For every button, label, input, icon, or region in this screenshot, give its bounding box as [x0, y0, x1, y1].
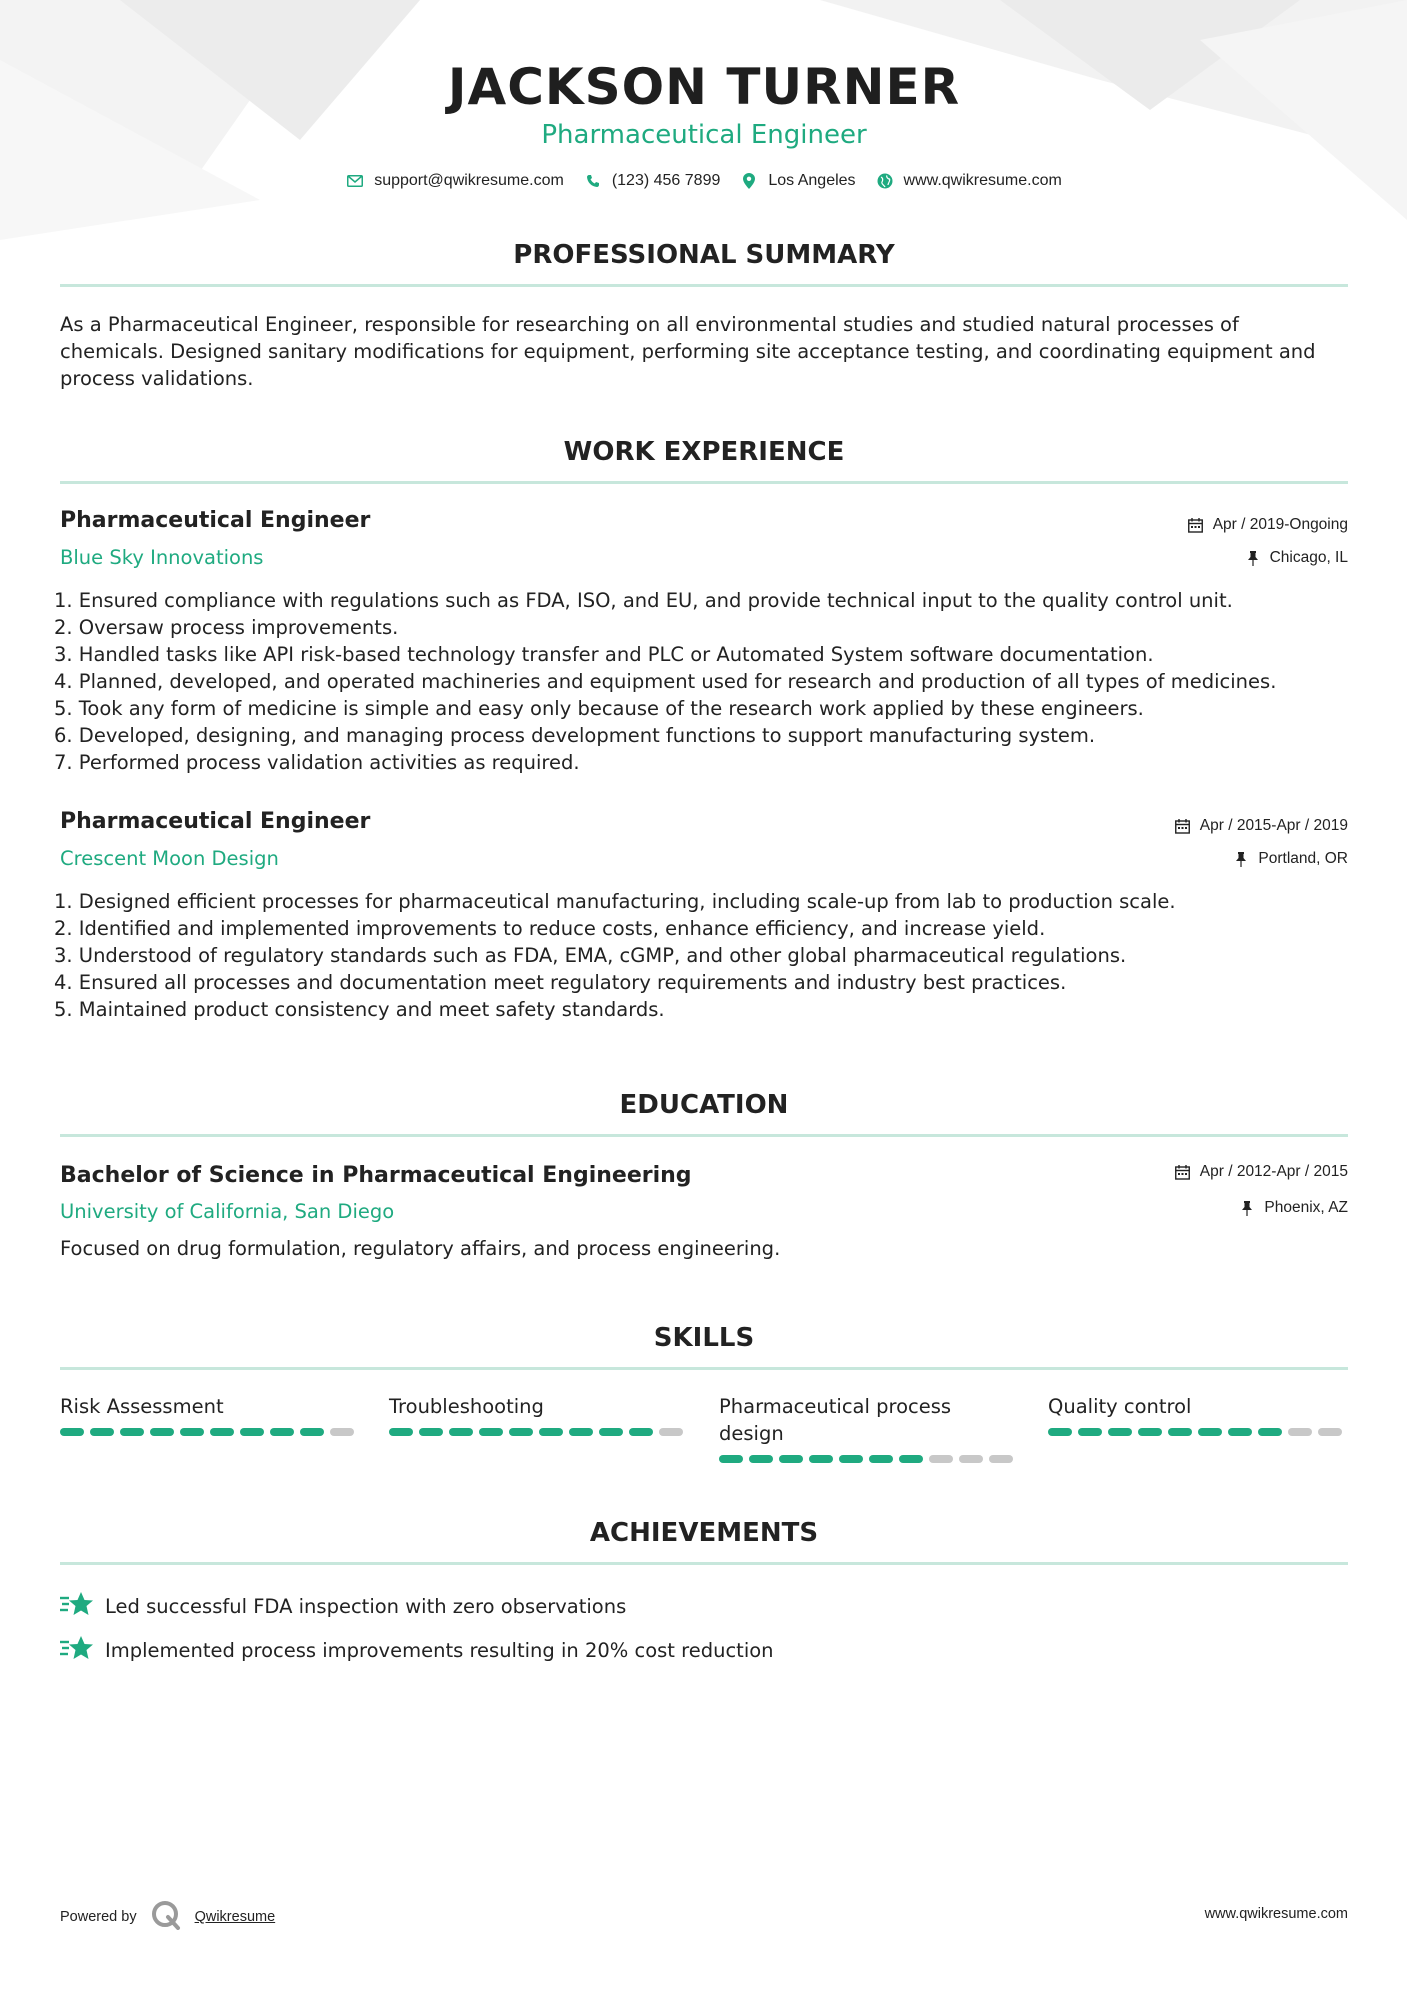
- skill-name: Pharmaceutical process design: [719, 1395, 952, 1445]
- job-title: Pharmaceutical Engineer: [60, 508, 371, 533]
- education-dates: [1174, 1163, 1348, 1181]
- email-text: support@qwikresume.com: [374, 172, 564, 189]
- pushpin-icon: [1238, 1199, 1256, 1217]
- list-item: 1. Designed efficient processes for pharmaceutical manufacturing, including scale-up from lab to production scale.: [54, 890, 1176, 913]
- skill-segment-filled: [1168, 1428, 1192, 1436]
- skill-segment-filled: [300, 1428, 324, 1436]
- summary-text: As a Pharmaceutical Engineer, responsible for researching on all environmental studies and studied natural processes of chemicals. Designed sanitary modifications for equipment, performing site acceptance testing, and coordinating equipment and process validations.: [60, 313, 1316, 390]
- qwikresume-link[interactable]: Qwikresume: [194, 1909, 276, 1925]
- candidate-name: JACKSON TURNER: [447, 58, 961, 116]
- achievements-divider: [60, 1562, 1348, 1565]
- skill-segment-filled: [419, 1428, 443, 1436]
- skill-segment-filled: [719, 1455, 743, 1463]
- contact-phone[interactable]: [584, 172, 721, 190]
- achievements-heading: ACHIEVEMENTS: [589, 1518, 819, 1548]
- summary-divider: [60, 284, 1348, 287]
- list-item: 2. Identified and implemented improvements to reduce costs, enhance efficiency, and increase yield.: [54, 917, 1046, 940]
- skill-segment-filled: [1138, 1428, 1162, 1436]
- job-location: [1232, 850, 1348, 868]
- skill-name: Troubleshooting: [389, 1395, 544, 1418]
- summary-heading: PROFESSIONAL SUMMARY: [513, 240, 895, 270]
- skill-name: Quality control: [1048, 1395, 1192, 1418]
- qwikresume-logo-icon: [151, 1900, 181, 1934]
- skill-item: [60, 1393, 360, 1436]
- contact-bar: [60, 172, 1348, 190]
- skills-heading: SKILLS: [653, 1323, 755, 1353]
- skill-level-bar: [1048, 1428, 1348, 1436]
- experience-heading: WORK EXPERIENCE: [563, 437, 845, 467]
- skill-segment-filled: [1228, 1428, 1252, 1436]
- calendar-icon: [1174, 817, 1192, 835]
- skill-segment-filled: [539, 1428, 563, 1436]
- skill-segment-filled: [869, 1455, 893, 1463]
- job-responsibilities: [54, 587, 1276, 776]
- calendar-icon: [1174, 1163, 1192, 1181]
- skill-segment-filled: [899, 1455, 923, 1463]
- experience-divider: [60, 481, 1348, 484]
- company-name: Crescent Moon Design: [60, 847, 279, 870]
- skill-segment-filled: [1108, 1428, 1132, 1436]
- skill-segment-filled: [1078, 1428, 1102, 1436]
- skill-segment-filled: [1258, 1428, 1282, 1436]
- skill-segment-filled: [479, 1428, 503, 1436]
- skill-segment-filled: [839, 1455, 863, 1463]
- skill-segment-empty: [959, 1455, 983, 1463]
- pushpin-icon: [1232, 850, 1250, 868]
- location-text: Los Angeles: [768, 172, 856, 189]
- skill-segment-filled: [60, 1428, 84, 1436]
- envelope-icon: [346, 172, 364, 190]
- star-icon: [60, 1590, 93, 1623]
- skill-segment-empty: [1318, 1428, 1342, 1436]
- school-name: University of California, San Diego: [60, 1200, 395, 1223]
- list-item: 3. Handled tasks like API risk-based technology transfer and PLC or Automated System software documentation.: [54, 643, 1154, 666]
- list-item: 7. Performed process validation activities as required.: [54, 751, 580, 774]
- education-location: [1238, 1199, 1348, 1217]
- job-responsibilities: [54, 888, 1176, 1023]
- skill-segment-filled: [629, 1428, 653, 1436]
- skills-divider: [60, 1367, 1348, 1370]
- contact-website[interactable]: [876, 172, 1062, 190]
- map-pin-icon: [740, 172, 758, 190]
- job-dates: [1174, 817, 1348, 835]
- skill-segment-empty: [659, 1428, 683, 1436]
- skill-item: [719, 1393, 1019, 1463]
- company-name: Blue Sky Innovations: [60, 546, 264, 569]
- degree-title: Bachelor of Science in Pharmaceutical Engineering: [60, 1163, 692, 1188]
- job-location: [1244, 549, 1348, 567]
- website-text: www.qwikresume.com: [903, 172, 1062, 189]
- job-location-text: Chicago, IL: [1269, 549, 1348, 566]
- skill-name: Risk Assessment: [60, 1395, 224, 1418]
- phone-text: (123) 456 7899: [611, 172, 721, 189]
- skill-segment-filled: [1048, 1428, 1072, 1436]
- skill-level-bar: [60, 1428, 360, 1436]
- achievement-item: [60, 1634, 774, 1667]
- star-icon: [60, 1634, 93, 1667]
- achievement-text: Led successful FDA inspection with zero observations: [105, 1595, 627, 1618]
- education-divider: [60, 1134, 1348, 1137]
- achievement-item: [60, 1590, 626, 1623]
- calendar-icon: [1187, 516, 1205, 534]
- skill-segment-filled: [509, 1428, 533, 1436]
- skill-segment-filled: [270, 1428, 294, 1436]
- job-dates-text: Apr / 2019-Ongoing: [1212, 516, 1348, 533]
- contact-email[interactable]: [346, 172, 564, 190]
- contact-location: [740, 172, 855, 190]
- list-item: 1. Ensured compliance with regulations such as FDA, ISO, and EU, and provide technical input to the quality control unit.: [54, 589, 1233, 612]
- candidate-role: Pharmaceutical Engineer: [541, 120, 867, 150]
- skill-item: [1048, 1393, 1348, 1436]
- skill-segment-empty: [1288, 1428, 1312, 1436]
- list-item: 5. Maintained product consistency and meet safety standards.: [54, 998, 665, 1021]
- skill-level-bar: [389, 1428, 689, 1436]
- list-item: 2. Oversaw process improvements.: [54, 616, 399, 639]
- footer-powered-by: [60, 1900, 275, 1934]
- skill-segment-filled: [569, 1428, 593, 1436]
- job-dates-text: Apr / 2015-Apr / 2019: [1199, 817, 1348, 834]
- skill-segment-filled: [389, 1428, 413, 1436]
- skill-segment-filled: [90, 1428, 114, 1436]
- job-dates: [1187, 516, 1348, 534]
- skill-segment-filled: [210, 1428, 234, 1436]
- list-item: 4. Planned, developed, and operated machineries and equipment used for research and production of all types of medicines.: [54, 670, 1277, 693]
- skill-segment-filled: [180, 1428, 204, 1436]
- list-item: 3. Understood of regulatory standards such as FDA, EMA, cGMP, and other global pharmaceutical regulations.: [54, 944, 1127, 967]
- skill-level-bar: [719, 1455, 1019, 1463]
- skill-segment-empty: [330, 1428, 354, 1436]
- skill-item: [389, 1393, 689, 1436]
- list-item: 4. Ensured all processes and documentation meet regulatory requirements and industry best practices.: [54, 971, 1067, 994]
- achievement-text: Implemented process improvements resulting in 20% cost reduction: [105, 1639, 774, 1662]
- skill-segment-filled: [749, 1455, 773, 1463]
- skill-segment-filled: [150, 1428, 174, 1436]
- skill-segment-filled: [1198, 1428, 1222, 1436]
- list-item: 5. Took any form of medicine is simple and easy only because of the research work applied by these engineers.: [54, 697, 1144, 720]
- list-item: 6. Developed, designing, and managing process development functions to support manufacturing system.: [54, 724, 1096, 747]
- job-title: Pharmaceutical Engineer: [60, 809, 371, 834]
- skill-segment-filled: [449, 1428, 473, 1436]
- phone-icon: [584, 172, 602, 190]
- skill-segment-filled: [240, 1428, 264, 1436]
- education-dates-text: Apr / 2012-Apr / 2015: [1199, 1163, 1348, 1180]
- skill-segment-empty: [929, 1455, 953, 1463]
- footer-website-link[interactable]: www.qwikresume.com: [1204, 1906, 1348, 1922]
- skill-segment-filled: [599, 1428, 623, 1436]
- education-location-text: Phoenix, AZ: [1264, 1199, 1348, 1216]
- education-heading: EDUCATION: [619, 1090, 789, 1120]
- job-location-text: Portland, OR: [1258, 850, 1348, 867]
- education-description: Focused on drug formulation, regulatory affairs, and process engineering.: [60, 1237, 781, 1260]
- skill-segment-filled: [120, 1428, 144, 1436]
- pushpin-icon: [1244, 549, 1262, 567]
- powered-by-label: Powered by: [60, 1909, 137, 1925]
- skill-segment-filled: [809, 1455, 833, 1463]
- globe-icon: [876, 172, 894, 190]
- skill-segment-filled: [779, 1455, 803, 1463]
- skill-segment-empty: [989, 1455, 1013, 1463]
